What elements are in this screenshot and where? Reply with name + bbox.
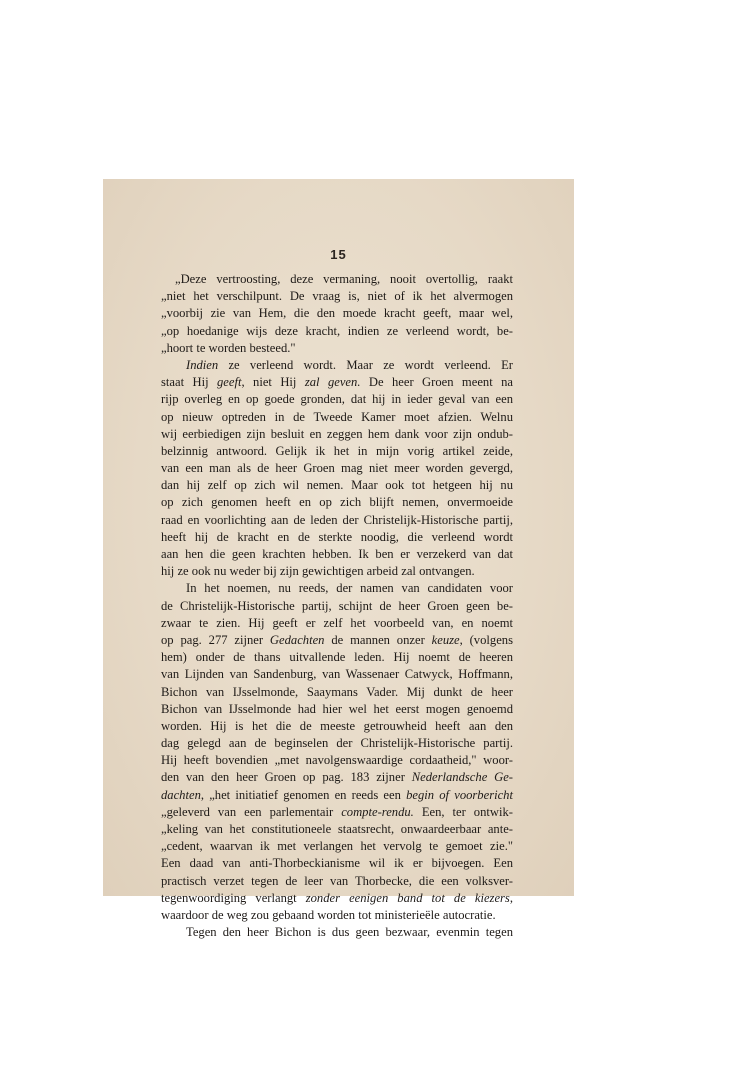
text-line [161, 838, 513, 855]
text-run: worden. Hij is het die de meeste getrouwheid heeft aan den [161, 718, 513, 733]
text-run: Een daad van anti-Thorbeckianisme wil ik er bijvoegen. Een [161, 856, 513, 871]
text-run: staat Hij [161, 375, 217, 390]
text-line [161, 752, 513, 769]
text-line [161, 494, 513, 511]
italic-text: Gedachten [269, 632, 325, 647]
text-run: den van den heer Groen op pag. 183 zijner [161, 770, 412, 785]
text-line [161, 305, 513, 322]
text-run: op nieuw optreden in de Tweede Kamer moet afzien. Welnu [161, 409, 513, 424]
text-run: van een man als de heer Groen mag niet meer worden gevergd, [161, 461, 513, 476]
text-run: „niet het verschilpunt. De vraag is, niet of ik het alvermogen [161, 289, 513, 304]
text-run: „cedent, waarvan ik met verlangen het vervolg te gemoet zie." [161, 839, 513, 854]
italic-text: zonder eenigen band tot de kiezers [305, 890, 510, 905]
text-run: raad en voorlichting aan de leden der Christelijk-Historische partij, [161, 512, 513, 527]
italic-text: zal geven. [304, 375, 361, 390]
text-run: van Lijnden van Sandenburg, van Wassenaer Catwyck, Hoffmann, [161, 667, 513, 682]
text-run: , „het initiatief genomen en reeds een [200, 787, 407, 802]
text-run: Tegen den heer Bichon is dus geen bezwaar, evenmin tegen [186, 925, 513, 940]
text-line [161, 804, 513, 821]
text-line [161, 563, 513, 580]
text-run: „Deze vertroosting, deze vermaning, nooit overtollig, raakt [175, 272, 513, 286]
italic-text: Nederlandsche Ge- [411, 770, 513, 785]
text-line [161, 718, 513, 735]
text-run: „op hoedanige wijs deze kracht, indien ze verleend wordt, be- [161, 323, 513, 338]
text-run: Een, ter ontwik- [413, 804, 513, 819]
text-run: belzinnig antwoord. Gelijk ik het in mijn vorig artikel zeide, [161, 443, 513, 458]
text-line [161, 873, 513, 890]
text-line [161, 666, 513, 683]
text-line [161, 409, 513, 426]
text-run: de Christelijk-Historische partij, schijnt de heer Groen geen be- [161, 598, 513, 613]
text-line [161, 391, 513, 408]
text-run: „geleverd van een parlementair [161, 804, 342, 819]
text-line [161, 890, 513, 907]
text-line [161, 512, 513, 529]
italic-text: Indien [186, 357, 219, 372]
text-run: tegenwoordiging verlangt [161, 890, 306, 905]
text-run: hem) onder de thans uitvallende leden. Hij noemt de heeren [161, 650, 513, 665]
text-run: „voorbij zie van Hem, die den moede kracht geeft, maar wel, [161, 306, 513, 321]
text-run: op zich genomen heeft en op zich blijft nemen, onvermoeide [161, 495, 513, 510]
body-text [161, 271, 513, 941]
page-number: 15 [330, 247, 347, 262]
text-line [161, 580, 513, 597]
text-run: op pag. 277 zijner [161, 632, 270, 647]
text-line [161, 735, 513, 752]
text-line [161, 855, 513, 872]
text-line [161, 787, 513, 804]
text-line [161, 443, 513, 460]
text-run: de mannen onzer [324, 632, 432, 647]
text-line [161, 271, 513, 288]
text-run: wij eerbiedigen zijn besluit en zeggen hem dank voor zijn ondub- [161, 426, 513, 441]
text-line [161, 546, 513, 563]
text-run: , (volgens [459, 632, 513, 647]
text-run: De heer Groen meent na [360, 375, 514, 390]
text-line [161, 821, 513, 838]
text-line [161, 460, 513, 477]
text-line [161, 340, 513, 357]
text-run: rijp overleg en op goede gronden, dat hij in ieder geval van een [161, 392, 513, 407]
text-run: zwaar te zien. Hij geeft er zelf het voorbeeld van, en noemt [161, 615, 513, 630]
text-run: ze verleend wordt. Maar ze wordt verleend. Er [218, 357, 513, 372]
text-line [161, 477, 513, 494]
text-line [161, 649, 513, 666]
text-run: Bichon van IJsselmonde, Saaymans Vader. Mij dunkt de heer [161, 684, 513, 699]
text-line [161, 684, 513, 701]
italic-text: dachten [161, 787, 201, 802]
text-line [161, 907, 513, 924]
text-line [161, 701, 513, 718]
italic-text: geeft [217, 375, 242, 390]
text-run: , niet Hij [241, 375, 305, 390]
scanned-page [103, 179, 574, 940]
text-run: Bichon van IJsselmonde had hier wel het eerst mogen genoemd [161, 701, 513, 716]
text-run: , [509, 890, 513, 905]
text-line [161, 323, 513, 340]
text-run: waardoor de weg zou gebaand worden tot ministerieële autocratie. [161, 907, 496, 922]
text-run: practisch verzet tegen de leer van Thorbecke, die een volksver- [161, 873, 513, 888]
italic-text: compte-rendu. [341, 804, 414, 819]
text-line [161, 374, 513, 391]
text-run: aan hen die geen krachten hebben. Ik ben er verzekerd van dat [161, 547, 513, 561]
text-line [161, 529, 513, 546]
italic-text: begin of voorbericht [406, 787, 513, 802]
text-line [161, 632, 513, 649]
text-run: dag gelegd aan de beginselen der Christelijk-Historische partij. [161, 736, 513, 751]
italic-text: keuze [431, 632, 460, 647]
text-line [161, 357, 513, 374]
text-line [161, 598, 513, 615]
text-run: In het noemen, nu reeds, der namen van candidaten voor [186, 581, 513, 596]
text-line [161, 769, 513, 786]
text-run: „hoort te worden besteed." [161, 340, 296, 355]
text-run: Hij heeft bovendien „met navolgenswaardige cordaatheid," woor- [161, 753, 513, 768]
text-line [161, 924, 513, 941]
text-line [161, 426, 513, 443]
text-run: „keling van het constitutioneele staatsrecht, onwaardeerbaar ante- [161, 822, 513, 836]
text-line [161, 288, 513, 305]
text-run: hij ze ook nu weder bij zijn gewichtigen arbeid zal ontvangen. [161, 564, 475, 579]
text-run: dan hij zelf op zich wil nemen. Maar ook tot hetgeen hij nu [161, 478, 513, 493]
text-run: heeft hij de kracht en de sterkte noodig, die verleend wordt [161, 529, 513, 544]
text-line [161, 615, 513, 632]
